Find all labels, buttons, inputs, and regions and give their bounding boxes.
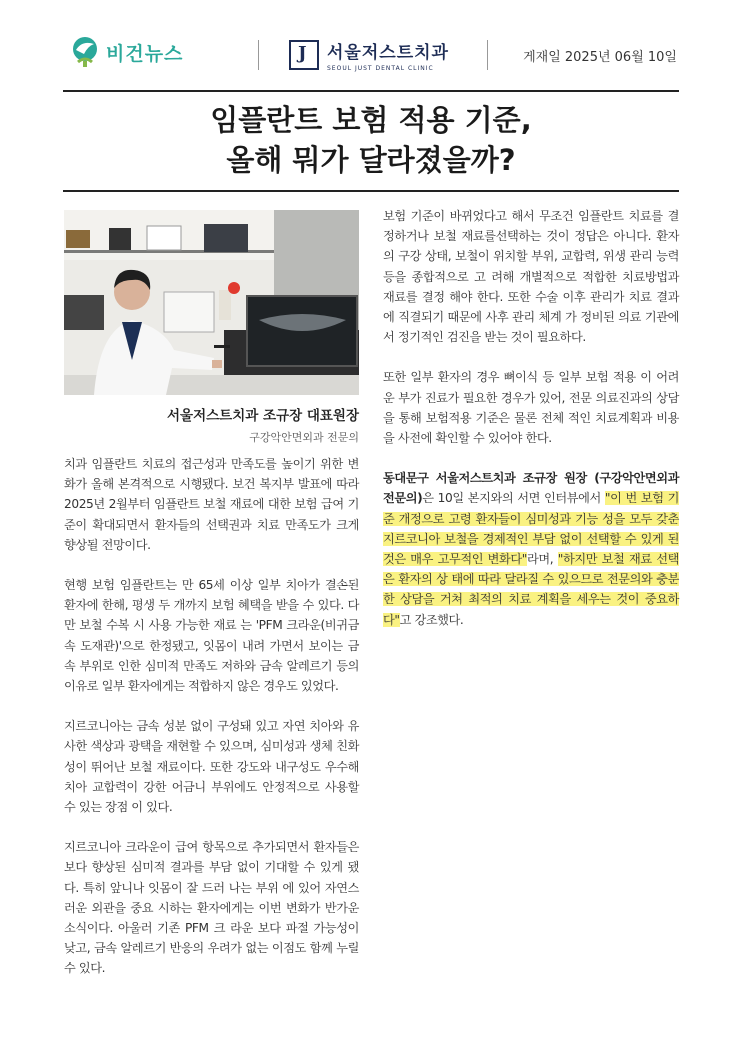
publish-date: 게재일 2025년 06월 10일	[523, 50, 677, 65]
article-column-right	[383, 206, 679, 650]
header-divider	[258, 40, 259, 70]
vegan-news-logo	[70, 36, 183, 68]
body-paragraph: 현행 보험 임플란트는 만 65세 이상 일부 치아가 결손된 환자에 한해, 평생 두 개까지 보험 혜택을 받을 수 있다. 다만 보철 수복 시 사용 가능한 재료 는 'PFM 크라운(비귀금속 도재관)'으로 한정됐고, 잇몸이 내려 가면서 보이는 금속 부위로 인한 심미적 만족도 저하와 금속 알레르기 등의 이유로 일부 환자에게는 적합하지 않은 경우도 있었다.	[64, 578, 359, 694]
quote-ending: 고 강조했다.	[399, 612, 464, 627]
title-line-2: 올해 뭐가 달라졌을까?	[226, 143, 516, 177]
doctor-photo	[64, 210, 359, 395]
title-bottom-rule	[63, 190, 679, 192]
quote-speaker: 동대문구 서울저스트치과 조규장 원장 (구강악안면외과 전문의)	[383, 471, 679, 506]
highlighted-quote-1: "이 번 보험 기준 개정으로 고령 환자들이 심미성과 기능 성을 모두 갖춘 지르코니아 보철을 경제적인 부담 없이 선택할 수 있게 된 것은 매우 고무적인 변화다"	[383, 491, 679, 567]
photo-caption-title: 구강악안면외과 전문의	[249, 431, 359, 444]
clinic-logo-korean: 서울저스트치과	[327, 43, 449, 63]
header-divider	[487, 40, 488, 70]
photo-caption-name: 서울저스트치과 조규장 대표원장	[167, 408, 359, 424]
body-paragraph: 또한 일부 환자의 경우 뼈이식 등 일부 보험 적용 이 어려운 부가 진료가 필요한 경우가 있어, 전문 의료진과의 상담을 통해 보험적용 기준은 물론 전체 적인 치료계획과 비용을 사전에 확인할 수 있어야 한다.	[383, 370, 679, 446]
body-paragraph: 지르코니아 크라운이 급여 항목으로 추가되면서 환자들은 보다 향상된 심미적 결과를 부담 없이 기대할 수 있게 됐다. 특히 앞니나 잇몸이 잘 드러 나는 부위 에 있어 자연스러운 외관을 중요 시하는 환자에게는 이번 변화가 반가운 소식이다. 아울러 기존 PFM 크 라운 보다 파절 가능성이 낮고, 금속 알레르기 반응의 우려가 없는 이점도 함께 누릴 수 있다.	[64, 840, 359, 976]
body-paragraph: 치과 임플란트 치료의 접근성과 만족도를 높이기 위한 변화가 올해 본격적으로 시행됐다. 보건 복지부 발표에 따라 2025년 2월부터 임플란트 보철 재료에 대한 보험 급여 기준이 확대되면서 환자들의 선택권과 치료 만족도가 크게 향상될 전망이다.	[64, 457, 359, 552]
vegan-news-logo-text: 비건뉴스	[106, 42, 184, 65]
article-column-left	[64, 454, 359, 999]
vegan-news-logo-icon	[70, 36, 100, 68]
body-paragraph: 보험 기준이 바뀌었다고 해서 무조건 임플란트 치료를 결정하거나 보철 재료를선택하는 것이 정답은 아니다. 환자의 구강 상태, 보철이 위치할 부위, 교합력, 위생 관리 능력 등을 종합적으로 고 려해 개별적으로 적합한 치료방법과 재료를 결정 해야 한다. 또한 수술 이후 관리가 치료 결과에 직결되기 때문에 사후 관리 체계 가 정비된 의료 기관에서 정기적인 검진을 받는 것이 필요하다.	[383, 209, 679, 345]
body-paragraph: 지르코니아는 금속 성분 없이 구성돼 있고 자연 치아와 유사한 색상과 광택을 재현할 수 있으며, 심미성과 생체 친화성이 뛰어난 보철 재료이다. 또한 강도와 내구성도 우수해 치아 교합력이 강한 어금니 부위에도 안정적으로 사용할 수 있는 장점 이 있다.	[64, 719, 359, 815]
article-title	[63, 100, 679, 180]
photo-caption	[64, 404, 359, 445]
page-header	[0, 0, 743, 88]
highlighted-quote-2: "하지만 보철 재료 선택은 환자의 상 태에 따라 달라질 수 있으므로 전문의와 충분한 상담을 거쳐 최적의 치료 계획을 세우는 것이 중요하다"	[383, 552, 679, 627]
title-line-1: 임플란트 보험 적용 기준,	[210, 103, 532, 137]
quote-paragraph	[383, 468, 679, 630]
title-top-rule	[63, 90, 679, 92]
quote-intro: 은 10일 본지와의 서면 인터뷰에서	[422, 491, 605, 506]
seoul-just-dental-logo	[289, 38, 449, 72]
seoul-just-dental-logo-icon: J	[289, 40, 319, 70]
clinic-logo-english: SEOUL JUST DENTAL CLINIC	[327, 65, 434, 72]
quote-connector: 라며,	[526, 552, 558, 567]
